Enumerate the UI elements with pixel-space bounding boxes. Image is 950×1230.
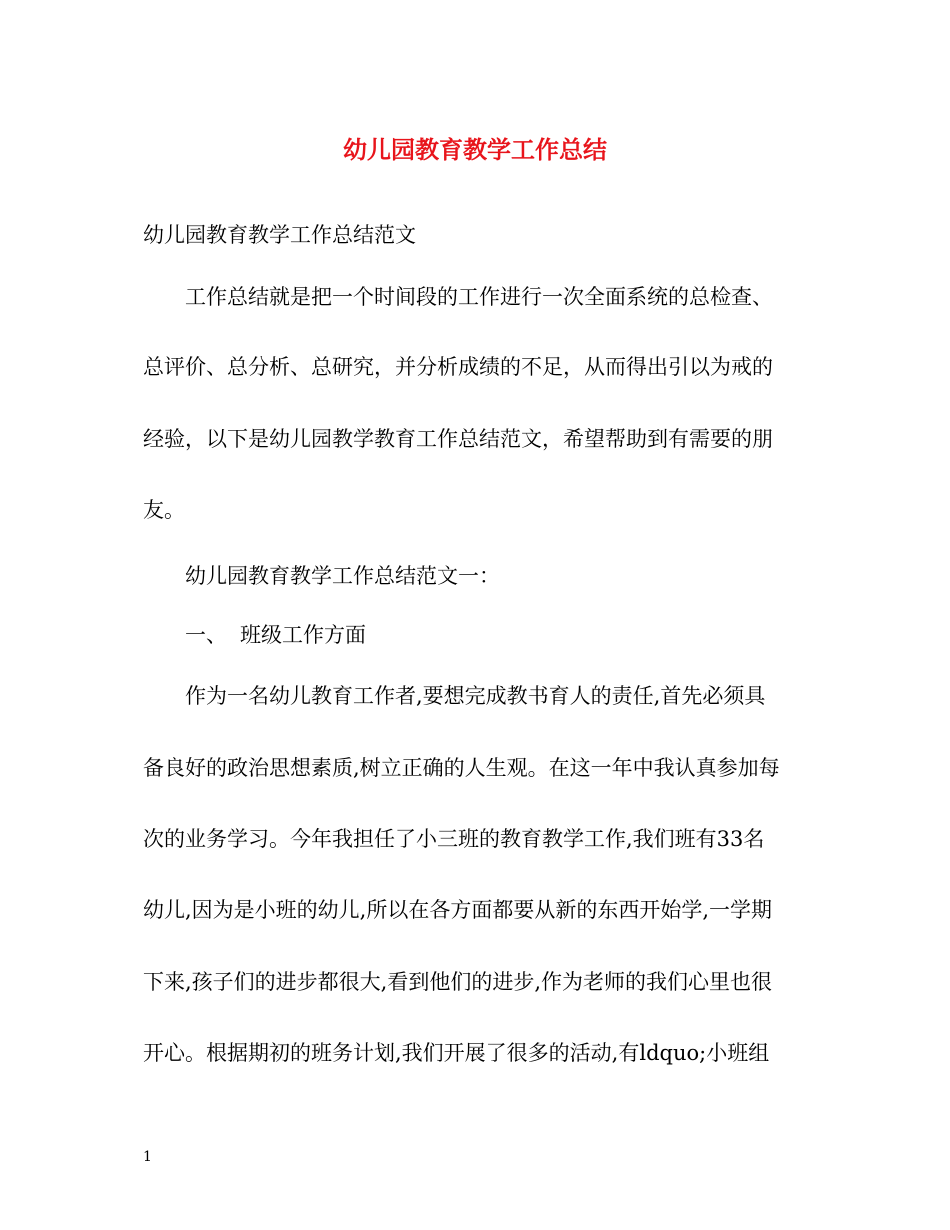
item-number: 一、 [185, 623, 227, 647]
section-heading: 幼儿园教育教学工作总结范文一： [185, 564, 500, 588]
body-line-3: 次的业务学习。今年我担任了小三班的教育教学工作,我们班有33名 [143, 827, 765, 851]
document-title: 幼儿园教育教学工作总结 [343, 135, 607, 164]
item-heading: 班级工作方面 [240, 623, 366, 647]
document-subtitle: 幼儿园教育教学工作总结范文 [143, 223, 416, 247]
intro-line-4: 友。 [143, 498, 185, 522]
intro-line-2: 总评价、总分析、总研究，并分析成绩的不足，从而得出引以为戒的 [143, 355, 773, 379]
body-line-1: 作为一名幼儿教育工作者,要想完成教书育人的责任,首先必须具 [185, 684, 766, 708]
body-line-4: 幼儿,因为是小班的幼儿,所以在各方面都要从新的东西开始学,一学期 [143, 898, 773, 922]
intro-line-1: 工作总结就是把一个时间段的工作进行一次全面系统的总检查、 [185, 285, 773, 309]
intro-line-3: 经验，以下是幼儿园教学教育工作总结范文，希望帮助到有需要的朋 [143, 427, 773, 451]
body-line-2: 备良好的政治思想素质,树立正确的人生观。在这一年中我认真参加每 [143, 756, 780, 780]
body-line-6: 开心。根据期初的班务计划,我们开展了很多的活动,有ldquo;小班组 [143, 1041, 770, 1065]
page-number: 1 [143, 1149, 152, 1165]
body-line-5: 下来,孩子们的进步都很大,看到他们的进步,作为老师的我们心里也很 [143, 970, 773, 994]
